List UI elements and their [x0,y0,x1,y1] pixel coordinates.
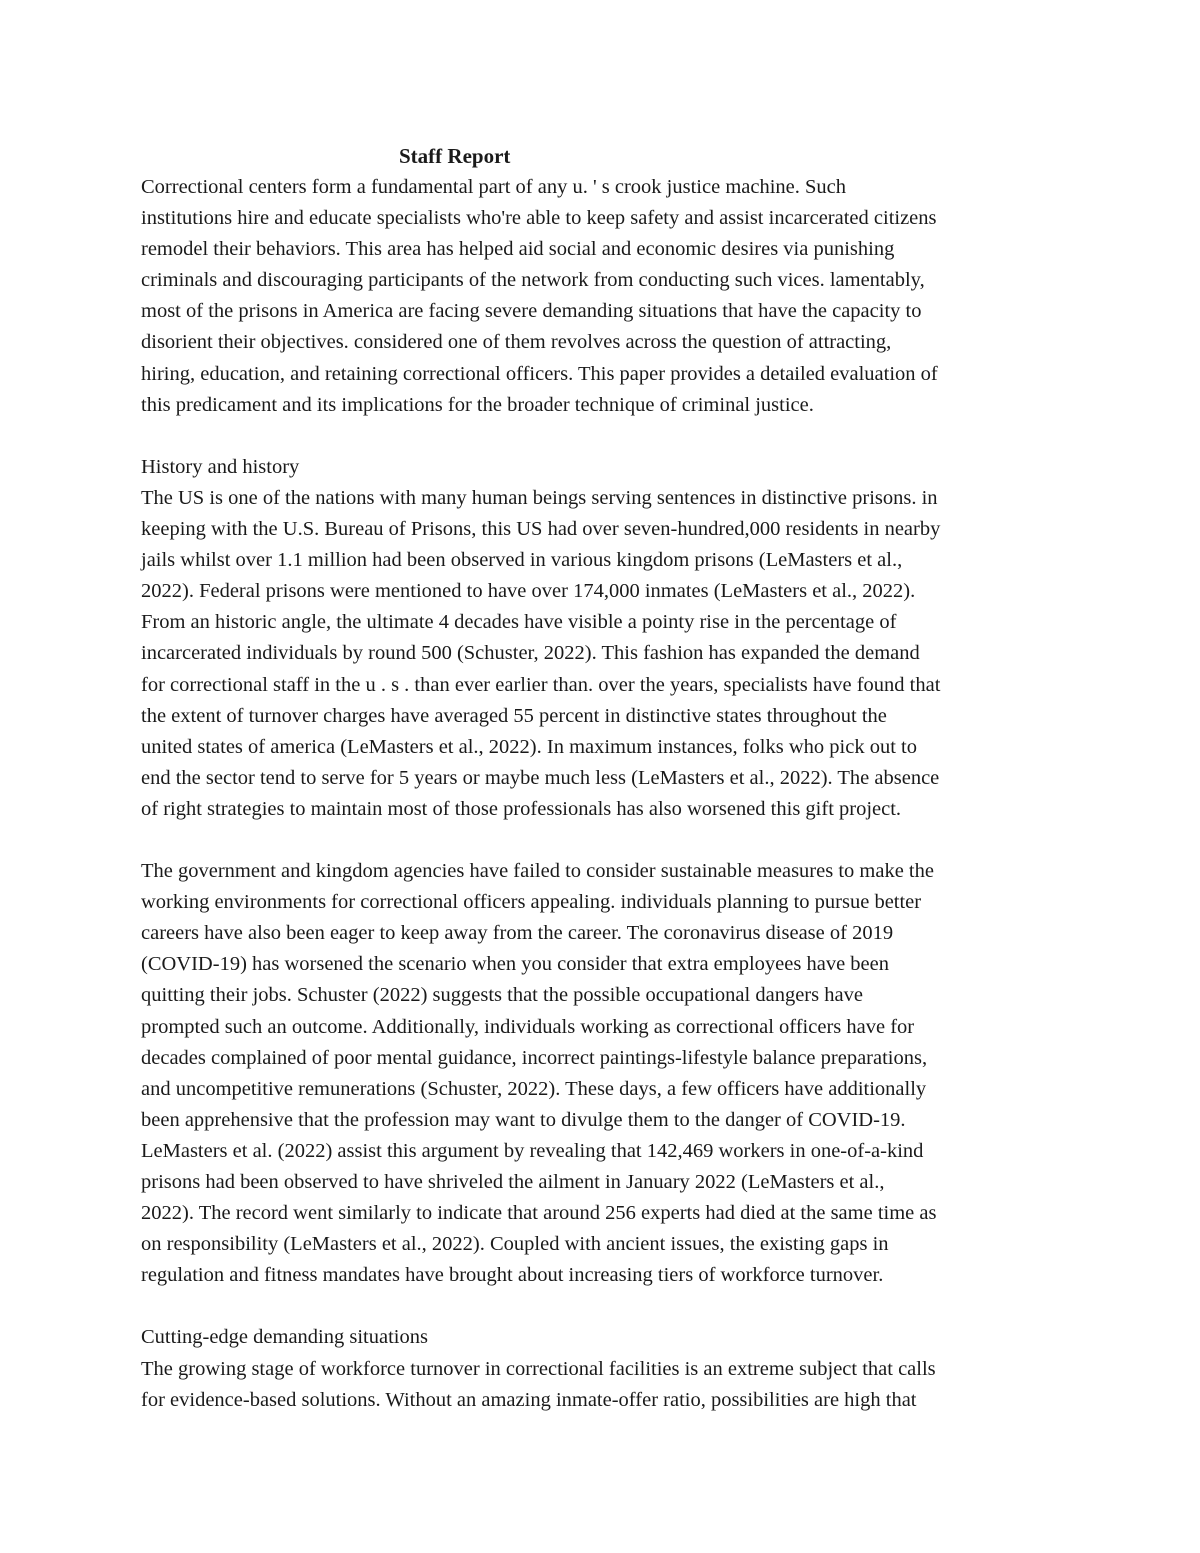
text-line: end the sector tend to serve for 5 years or maybe much less (LeMasters et al., 2022). The absence [141,766,940,789]
text-line: careers have also been eager to keep away from the career. The coronavirus disease of 2019 [141,922,894,945]
text-line: Cutting-edge demanding situations [141,1326,428,1349]
text-line: quitting their jobs. Schuster (2022) suggests that the possible occupational dangers have [141,984,863,1007]
text-line: for correctional staff in the u . s . than ever earlier than. over the years, specialists have found that [141,673,941,696]
paragraph-gap [141,825,1071,856]
text-line: From an historic angle, the ultimate 4 decades have visible a pointy rise in the percentage of [141,611,897,634]
text-line: working environments for correctional officers appealing. individuals planning to pursue better [141,891,922,914]
text-line: prompted such an outcome. Additionally, individuals working as correctional officers have for [141,1015,915,1038]
text-line: and uncompetitive remunerations (Schuster, 2022). These days, a few officers have additionally [141,1077,927,1100]
text-line: the extent of turnover charges have averaged 55 percent in distinctive states throughout the [141,704,887,727]
paragraph-gap [141,1291,1071,1322]
text-line: incarcerated individuals by round 500 (Schuster, 2022). This fashion has expanded the demand [141,642,920,665]
section-heading [141,452,1071,483]
text-line: LeMasters et al. (2022) assist this argument by revealing that 142,469 workers in one-of-a-kind [141,1139,924,1162]
paragraph [141,483,1071,825]
text-line: most of the prisons in America are facing severe demanding situations that have the capacity to [141,300,922,323]
text-line: of right strategies to maintain most of those professionals has also worsened this gift project. [141,797,902,820]
text-line: regulation and fitness mandates have brought about increasing tiers of workforce turnover. [141,1264,884,1287]
text-line: disorient their objectives. considered one of them revolves across the question of attracting, [141,331,892,354]
paragraph [141,1354,1071,1416]
paragraph-gap [141,421,1071,452]
document-body [141,141,1071,1416]
text-line: this predicament and its implications for the broader technique of criminal justice. [141,393,814,416]
text-line: prisons had been observed to have shriveled the ailment in January 2022 (LeMasters et al., [141,1171,885,1193]
text-line: on responsibility (LeMasters et al., 2022). Coupled with ancient issues, the existing gaps in [141,1233,889,1256]
text-line: jails whilst over 1.1 million had been observed in various kingdom prisons (LeMasters et al., [141,549,903,572]
text-line: 2022). The record went similarly to indicate that around 256 experts had died at the same time as [141,1202,937,1225]
text-line: The growing stage of workforce turnover in correctional facilities is an extreme subject that calls [141,1357,936,1380]
text-line: remodel their behaviors. This area has helped aid social and economic desires via punishing [141,238,895,261]
section-heading [141,1322,1071,1353]
text-line: united states of america (LeMasters et al., 2022). In maximum instances, folks who pick out to [141,735,917,758]
text-line: for evidence-based solutions. Without an amazing inmate-offer ratio, possibilities are high that [141,1388,917,1411]
text-line: decades complained of poor mental guidance, incorrect paintings-lifestyle balance preparations, [141,1046,928,1069]
text-line: The government and kingdom agencies have failed to consider sustainable measures to make the [141,860,934,883]
text-line: been apprehensive that the profession may want to divulge them to the danger of COVID-19. [141,1108,906,1131]
paragraph [141,856,1071,1291]
text-line: History and history [141,455,300,478]
text-line: 2022). Federal prisons were mentioned to have over 174,000 inmates (LeMasters et al., 2022). [141,580,916,603]
document-title: Staff Report [399,144,511,168]
text-line: (COVID-19) has worsened the scenario when you consider that extra employees have been [141,953,889,976]
text-line: The US is one of the nations with many human beings serving sentences in distinctive prisons. in [141,486,938,509]
text-line: keeping with the U.S. Bureau of Prisons, this US had over seven-hundred,000 residents in nearby [141,518,941,541]
text-line: criminals and discouraging participants of the network from conducting such vices. lamentably, [141,269,925,292]
text-line: hiring, education, and retaining correctional officers. This paper provides a detailed evaluation of [141,362,938,385]
paragraph [141,172,1071,421]
text-line: Correctional centers form a fundamental part of any u. ' s crook justice machine. Such [141,176,847,198]
text-line: institutions hire and educate specialists who're able to keep safety and assist incarcerated citizens [141,207,937,230]
